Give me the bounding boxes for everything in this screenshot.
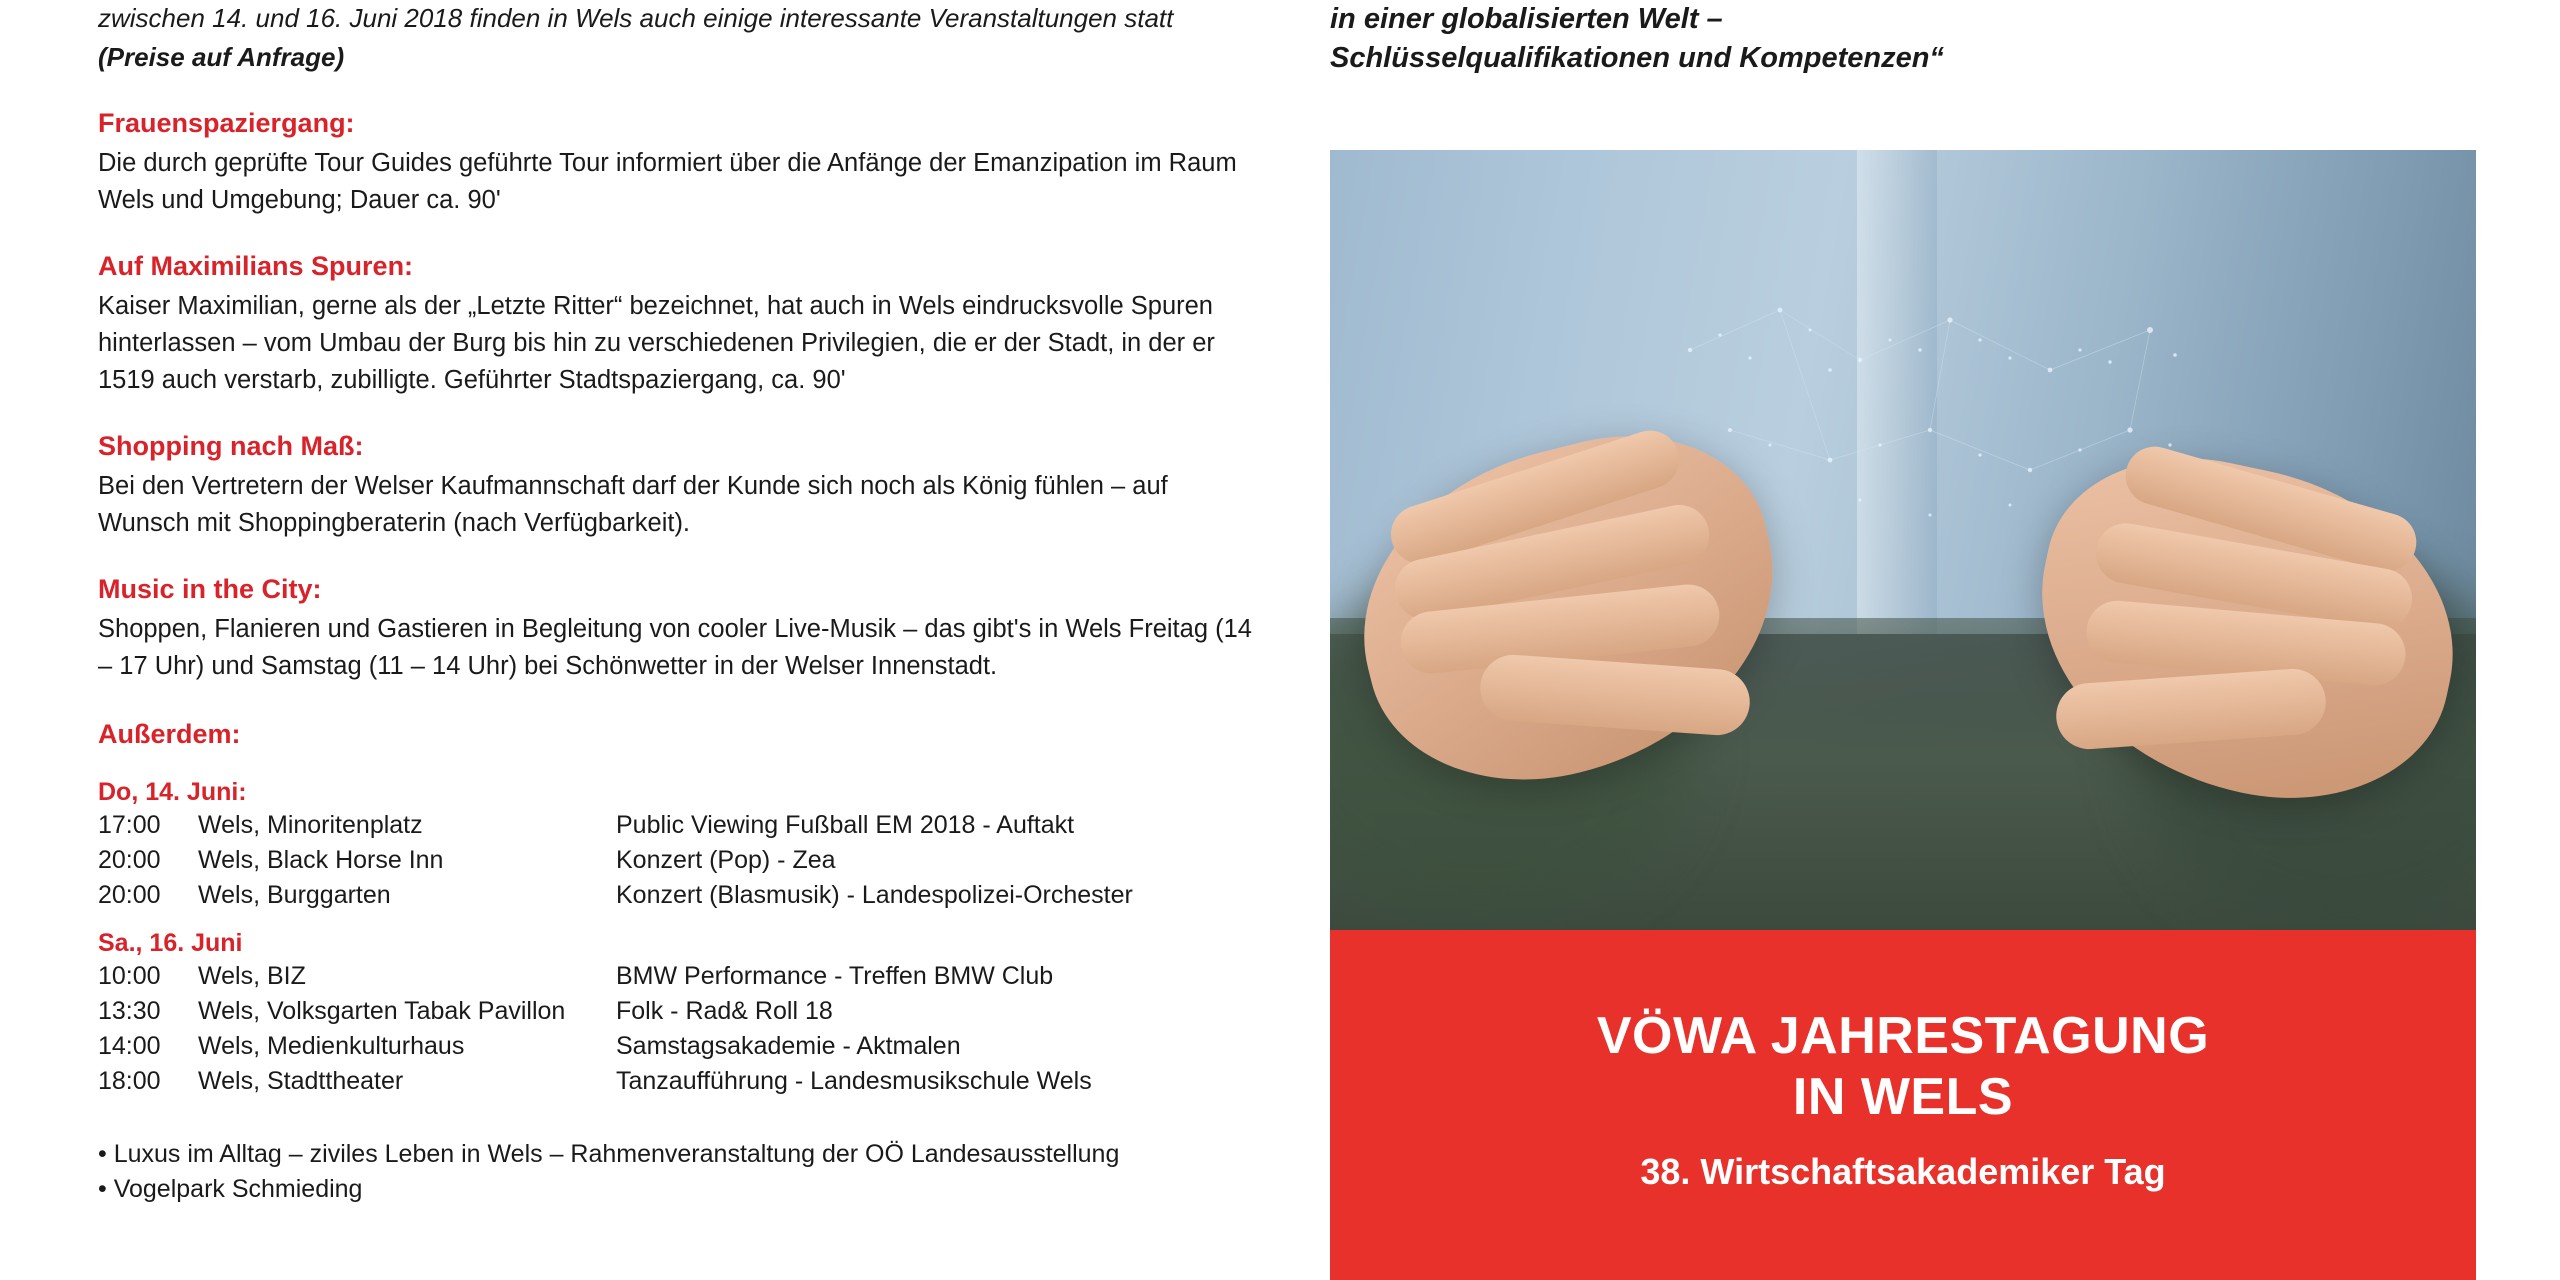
table-row — [98, 879, 1133, 914]
title-band — [1330, 930, 2476, 1280]
section-title: Auf Maximilians Spuren: — [98, 250, 414, 281]
event-time: 13:30 — [98, 996, 161, 1025]
band-title — [1330, 930, 2476, 1129]
event-time: 17:00 — [98, 810, 161, 839]
event-time: 14:00 — [98, 1032, 161, 1061]
right-heading-line2: Schlüsselqualifikationen und Kompetenzen“ — [1330, 41, 1944, 74]
section-shopping-nach-mass — [98, 429, 1258, 542]
section-body: Shoppen, Flanieren und Gastieren in Begleitung von cooler Live-Musik – das gibt's in Wels Freitag (14 – 17 Uhr) und Samstag (11 – 14 Uhr) bei Schönwetter in der Welser Innenstadt. — [98, 614, 1252, 680]
right-column — [1330, 0, 2480, 1280]
day-heading-saturday: Sa., 16. Juni — [98, 928, 243, 957]
section-body: Kaiser Maximilian, gerne als der „Letzte Ritter“ bezeichnet, hat auch in Wels eindrucksvolle Spuren hinterlassen – vom Umbau der Burg bis hin zu verschiedenen Privilegien, die er der Stadt, in der er 1519 auch verstarb, zubilligte. Geführter Stadtspaziergang, ca. 90' — [98, 291, 1215, 394]
band-title-line1: VÖWA JAHRESTAGUNG — [1596, 1007, 2210, 1065]
event-place: Wels, Black Horse Inn — [198, 846, 444, 875]
event-place: Wels, Medienkulturhaus — [198, 1032, 465, 1061]
events-table-saturday — [98, 960, 1092, 1101]
table-row — [98, 1065, 1092, 1100]
intro-price-note: (Preise auf Anfrage) — [98, 41, 345, 72]
section-title: Shopping nach Maß: — [98, 430, 364, 461]
bullet-list — [98, 1137, 1258, 1208]
event-description: Samstagsakademie - Aktmalen — [616, 1032, 961, 1061]
section-music-in-the-city — [98, 572, 1258, 685]
event-time: 20:00 — [98, 881, 161, 910]
event-time: 18:00 — [98, 1067, 161, 1096]
cover-photo — [1330, 150, 2476, 930]
event-description: Folk - Rad& Roll 18 — [616, 996, 833, 1025]
section-title: Frauenspaziergang: — [98, 107, 355, 138]
section-frauenspaziergang — [98, 106, 1258, 219]
event-time: 20:00 — [98, 846, 161, 875]
event-place: Wels, Minoritenplatz — [198, 810, 423, 839]
table-row — [98, 1030, 1092, 1065]
event-place: Wels, Stadttheater — [198, 1067, 404, 1096]
list-item: • Luxus im Alltag – ziviles Leben in Wels – Rahmenveranstaltung der OÖ Landesausstellung — [98, 1139, 1120, 1168]
event-description: Tanzaufführung - Landesmusikschule Wels — [616, 1067, 1092, 1096]
event-description: Konzert (Pop) - Zea — [616, 846, 836, 875]
right-heading — [1330, 0, 2480, 77]
event-place: Wels, BIZ — [198, 961, 306, 990]
right-heading-line1: in einer globalisierten Welt – — [1330, 3, 1723, 35]
event-description: BMW Performance - Treffen BMW Club — [616, 961, 1054, 990]
table-row — [98, 809, 1133, 844]
event-place: Wels, Burggarten — [198, 881, 391, 910]
ausserdem-heading: Außerdem: — [98, 718, 241, 749]
table-row — [98, 844, 1133, 879]
event-place: Wels, Volksgarten Tabak Pavillon — [198, 996, 566, 1025]
event-description: Public Viewing Fußball EM 2018 - Auftakt — [616, 810, 1075, 839]
intro-paragraph — [98, 0, 1258, 76]
event-description: Konzert (Blasmusik) - Landespolizei-Orchester — [616, 881, 1133, 910]
events-table-thursday — [98, 809, 1133, 915]
intro-line: zwischen 14. und 16. Juni 2018 finden in Wels auch einige interessante Veranstaltungen statt — [98, 3, 1174, 33]
band-title-line2: IN WELS — [1792, 1068, 2014, 1127]
section-auf-maximilians-spuren — [98, 249, 1258, 399]
event-time: 10:00 — [98, 961, 161, 990]
list-item: • Vogelpark Schmieding — [98, 1175, 363, 1204]
table-row — [98, 995, 1092, 1030]
section-title: Music in the City: — [98, 573, 322, 604]
day-heading-thursday: Do, 14. Juni: — [98, 777, 247, 806]
section-body: Bei den Vertretern der Welser Kaufmannschaft darf der Kunde sich noch als König fühlen – auf Wunsch mit Shoppingberaterin (nach Verfügbarkeit). — [98, 471, 1168, 537]
section-body: Die durch geprüfte Tour Guides geführte Tour informiert über die Anfänge der Emanzipation im Raum Wels und Umgebung; Dauer ca. 90' — [98, 148, 1237, 214]
table-row — [98, 960, 1092, 995]
left-column — [98, 0, 1258, 1280]
band-subtitle: 38. Wirtschaftsakademiker Tag — [1640, 1150, 2166, 1192]
